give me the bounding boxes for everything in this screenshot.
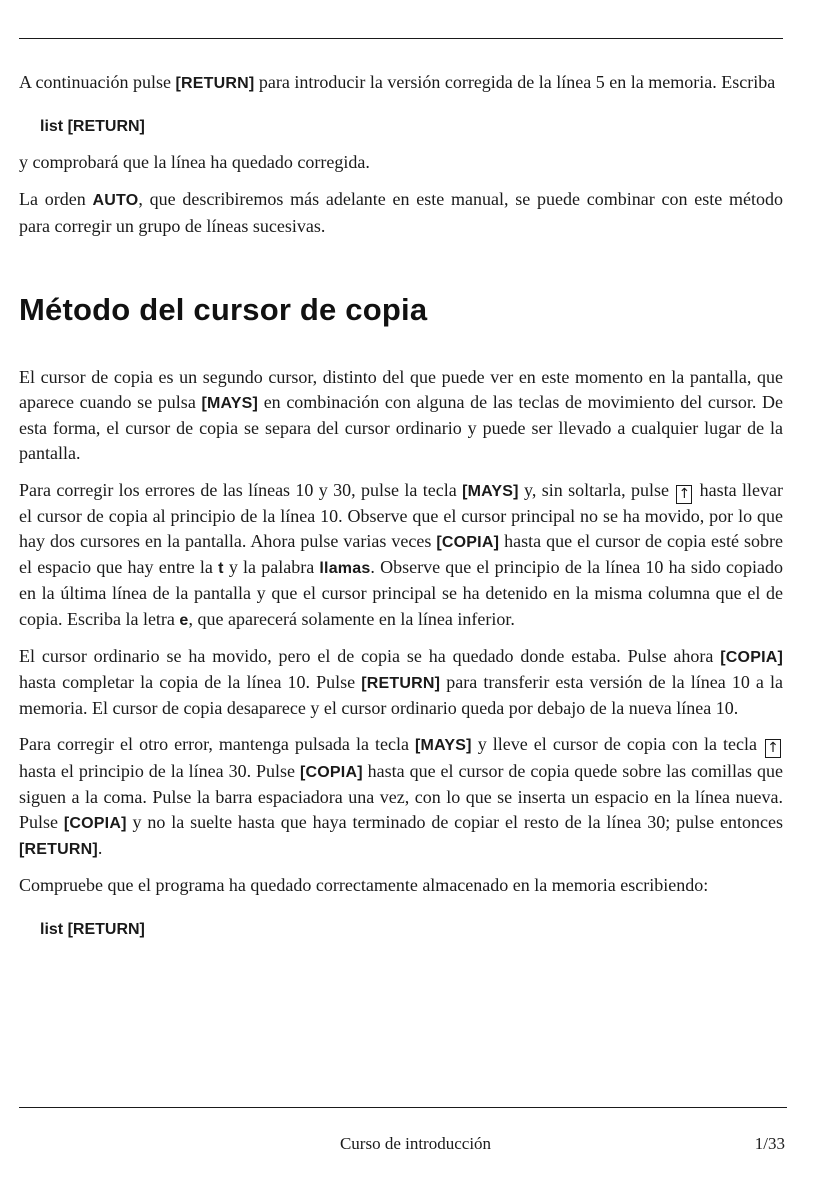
paragraph-check-program: Compruebe que el programa ha quedado correctamente almacenado en la memoria escribiendo: (19, 875, 709, 896)
letter-t: t (218, 560, 224, 578)
key-return: [RETURN] (19, 841, 98, 859)
paragraph-verification: y comprobará que la línea ha quedado corregida. (19, 152, 370, 173)
key-mays: [MAYS] (201, 395, 259, 413)
up-arrow-key-icon: ↑ (765, 739, 781, 758)
word-llamas: llamas (319, 560, 371, 578)
paragraph-correct-errors: Para corregir los errores de las líneas 10 y 30, pulse la tecla [MAYS] y, sin soltarla, pulse ↑ hasta llevar el cursor de copia al principio de la línea 10. Observe que el cursor principal no se ha movido, por lo que hay dos cursores en la pantalla. Ahora pulse varias veces [COPIA] hasta que el cursor de copia esté sobre el espacio que hay entre la t y la palabra llamas. Observe que el principio de la línea 10 ha sido copiado en la última línea de la pantalla y que el cursor principal se ha detenido en la misma columna que el de copia. Escriba la letra e, que aparecerá solamente en la línea inferior. (19, 479, 784, 629)
paragraph-ordinary-cursor: El cursor ordinario se ha movido, pero el de copia se ha quedado donde estaba. Pulse ahora [COPIA] hasta completar la copia de la línea 10. Pulse [RETURN] para transferir esta versión de la línea 10 a la memoria. El cursor de copia desaparece y el cursor ordinario queda por debajo de la nueva línea 10. (19, 645, 783, 719)
page-number: 1/33 (754, 1134, 785, 1153)
key-copia: [COPIA] (720, 648, 783, 666)
paragraph-auto-command: La orden AUTO, que describiremos más adelante en este manual, se puede combinar con este método para corregir un grupo de líneas sucesivas. (19, 189, 784, 236)
key-copia: [COPIA] (63, 815, 127, 833)
key-copia: [COPIA] (436, 534, 500, 552)
paragraph-other-error: Para corregir el otro error, mantenga pulsada la tecla [MAYS] y lleve el cursor de copia con la tecla ↑ hasta el principio de la línea 30. Pulse [COPIA] hasta que el cursor de copia quede sobre las comillas que siguen a la coma. Pulse la barra espaciadora una vez, con lo que se inserta un espacio en la línea nueva. Pulse [COPIA] y no la suelte hasta que haya terminado de copiar el resto de la línea 30; pulse entonces [RETURN]. (19, 734, 783, 859)
key-return: [RETURN] (361, 675, 441, 693)
key-return: [RETURN] (175, 75, 255, 92)
footer-title: Curso de introducción (339, 1134, 492, 1153)
letter-e: e (179, 611, 189, 629)
keyword-auto: AUTO (92, 192, 139, 210)
paragraph-copy-cursor-intro: El cursor de copia es un segundo cursor, distinto del que puede ver en este momento en la pantalla, que aparece cuando se pulsa [MAYS] en combinación con alguna de las teclas de movimiento del cursor. De esta forma, el cursor de copia se separa del cursor ordinario y puede ser llevado a cualquier lugar de la pantalla. (19, 366, 783, 464)
page-content (19, 70, 783, 939)
key-mays: [MAYS] (415, 737, 472, 755)
section-heading: Método del cursor de copia (19, 291, 428, 327)
bottom-rule (19, 1107, 787, 1108)
command-list-return: list [RETURN] (40, 118, 145, 136)
key-copia: [COPIA] (300, 763, 363, 781)
paragraph-return-instruction: A continuación pulse [RETURN] para introducir la versión corregida de la línea 5 en la memoria. Escriba (19, 72, 776, 92)
command-list-return: list [RETURN] (40, 920, 145, 938)
key-mays: [MAYS] (462, 482, 519, 500)
top-rule (19, 38, 783, 39)
up-arrow-key-icon: ↑ (676, 485, 692, 504)
